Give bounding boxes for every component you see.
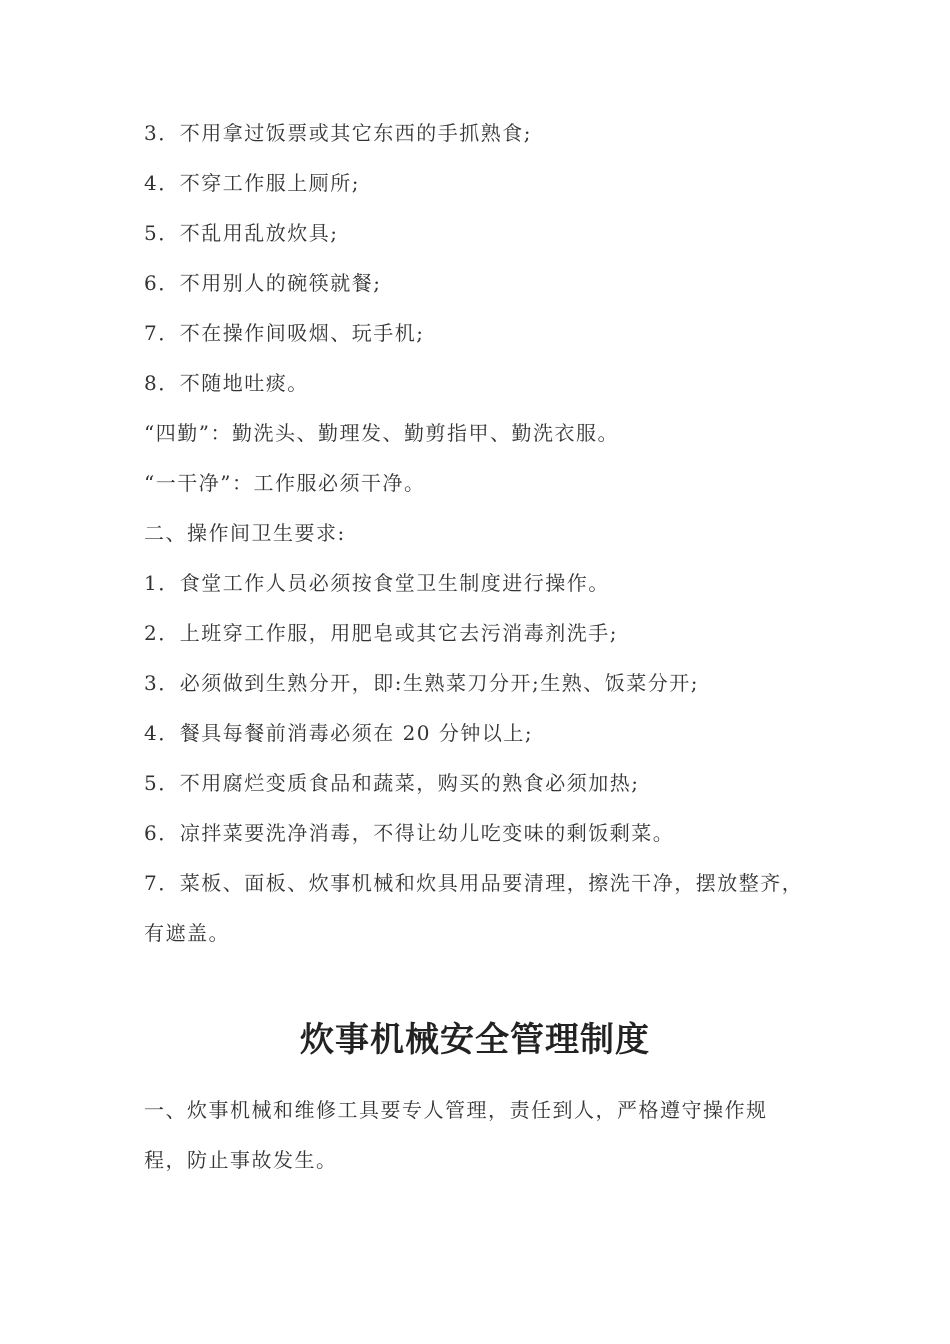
rule-line: 4．不穿工作服上厕所; bbox=[144, 171, 360, 195]
rule-line: 5．不用腐烂变质食品和蔬菜，购买的熟食必须加热; bbox=[144, 771, 640, 795]
rule-line: 1．食堂工作人员必须按食堂卫生制度进行操作。 bbox=[144, 571, 610, 595]
rule-line: 3．必须做到生熟分开，即:生熟菜刀分开;生熟、饭菜分开; bbox=[144, 671, 699, 695]
hygiene-rules-list bbox=[144, 108, 814, 958]
section-heading: 二、操作间卫生要求: bbox=[144, 521, 346, 545]
rule-line: 6．凉拌菜要洗净消毒，不得让幼儿吃变味的剩饭剩菜。 bbox=[144, 821, 675, 845]
rule-line: 6．不用别人的碗筷就餐; bbox=[144, 271, 382, 295]
rule-line: 5．不乱用乱放炊具; bbox=[144, 221, 339, 245]
page-title: 炊事机械安全管理制度 bbox=[300, 1020, 650, 1060]
rule-line: 3．不用拿过饭票或其它东西的手抓熟食; bbox=[144, 121, 532, 145]
rule-line: 2．上班穿工作服，用肥皂或其它去污消毒剂洗手; bbox=[144, 621, 618, 645]
rule-paragraph: 一、炊事机械和维修工具要专人管理，责任到人，严格遵守操作规程，防止事故发生。 bbox=[144, 1098, 768, 1172]
rule-line: 8．不随地吐痰。 bbox=[144, 371, 309, 395]
rule-line: “四勤”：勤洗头、勤理发、勤剪指甲、勤洗衣服。 bbox=[144, 421, 619, 445]
section-body bbox=[144, 1085, 809, 1185]
rule-paragraph: 7．菜板、面板、炊事机械和炊具用品要清理，擦洗干净，摆放整齐，有遮盖。 bbox=[144, 871, 804, 945]
rule-line: 4．餐具每餐前消毒必须在 20 分钟以上; bbox=[144, 721, 534, 745]
rule-line: “一干净”：工作服必须干净。 bbox=[144, 471, 426, 495]
rule-line: 7．不在操作间吸烟、玩手机; bbox=[144, 321, 425, 345]
